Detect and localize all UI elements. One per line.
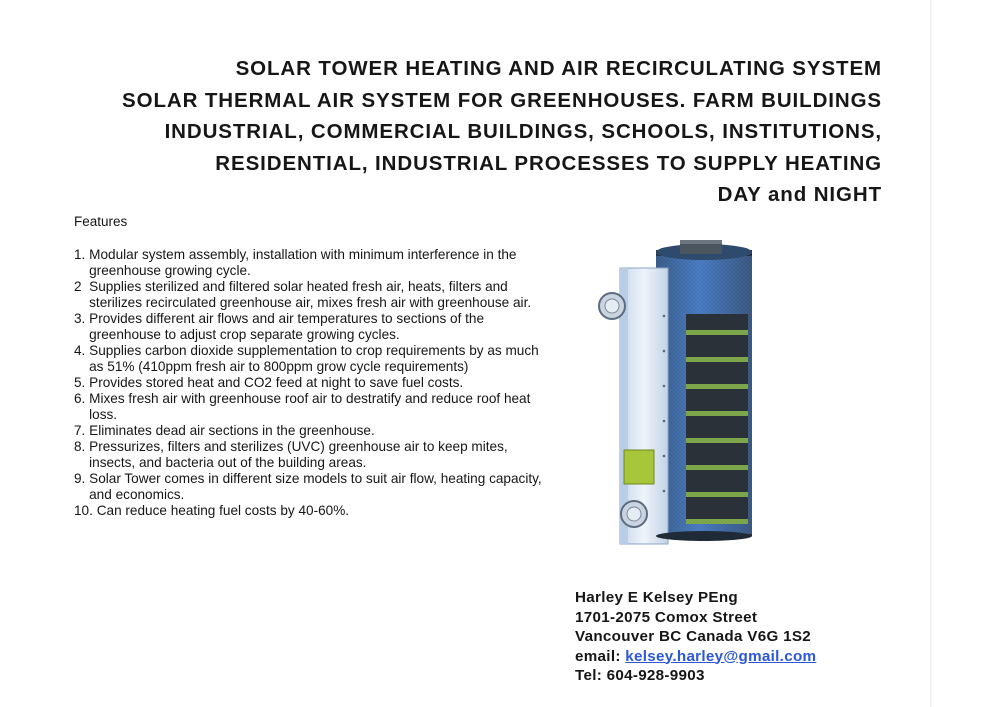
feature-item xyxy=(74,375,544,391)
feature-item xyxy=(74,439,544,471)
document-title xyxy=(20,53,882,211)
contact-email-row xyxy=(575,647,816,667)
feature-item xyxy=(74,471,544,503)
title-line-5: DAY and NIGHT xyxy=(717,183,882,206)
feature-number: 7. xyxy=(74,423,90,438)
feature-text: Mixes fresh air with greenhouse roof air to destratify and reduce roof heat loss. xyxy=(89,391,531,422)
contact-address-line-2: Vancouver BC Canada V6G 1S2 xyxy=(575,628,812,645)
feature-number: 3. xyxy=(74,311,90,326)
feature-text: Supplies carbon dioxide supplementation to crop requirements by as much as 51% (410ppm fresh air to 800ppm grow cycle requirements) xyxy=(89,343,539,374)
title-line-3: INDUSTRIAL, COMMERCIAL BUILDINGS, SCHOOLS, INSTITUTIONS, xyxy=(164,120,882,143)
solar-tower-illustration xyxy=(598,236,758,551)
feature-number: 10. xyxy=(74,503,97,518)
filter-panel xyxy=(624,450,654,484)
feature-text: Eliminates dead air sections in the greenhouse. xyxy=(89,423,375,438)
contact-telephone: Tel: 604-928-9903 xyxy=(575,667,705,684)
feature-text: Can reduce heating fuel costs by 40-60%. xyxy=(96,503,350,518)
feature-number: 4. xyxy=(74,343,90,358)
feature-item xyxy=(74,279,544,311)
tower-bands xyxy=(686,314,748,524)
feature-text: Pressurizes, filters and sterilizes (UVC) greenhouse air to keep mites, insects, and bacteria out of the building areas. xyxy=(89,439,508,470)
feature-number: 9. xyxy=(74,471,90,486)
feature-text: Provides different air flows and air temperatures to sections of the greenhouse to adjust crop separate growing cycles. xyxy=(89,311,485,342)
feature-text: Modular system assembly, installation with minimum interference in the greenhouse growing cycle. xyxy=(89,247,517,278)
features-heading: Features xyxy=(74,214,128,229)
feature-item xyxy=(74,247,544,279)
title-line-4: RESIDENTIAL, INDUSTRIAL PROCESSES TO SUPPLY HEATING xyxy=(215,151,882,175)
email-label: email: xyxy=(575,647,626,665)
contact-address-line-1: 1701-2075 Comox Street xyxy=(575,608,758,626)
feature-item xyxy=(74,343,544,375)
feature-text: Solar Tower comes in different size models to suit air flow, heating capacity, and economics. xyxy=(89,471,542,502)
email-link[interactable]: kelsey.harley@gmail.com xyxy=(625,647,817,665)
upper-pipe-flange xyxy=(599,293,625,319)
contact-name: Harley E Kelsey PEng xyxy=(575,589,739,606)
title-line-1: SOLAR TOWER HEATING AND AIR RECIRCULATING SYSTEM xyxy=(235,57,882,80)
feature-number: 1. xyxy=(74,247,90,262)
feature-number: 8. xyxy=(74,439,90,454)
feature-number: 5. xyxy=(74,375,90,390)
contact-block xyxy=(575,588,816,686)
title-line-2: SOLAR THERMAL AIR SYSTEM FOR GREENHOUSES. FARM BUILDINGS xyxy=(122,88,882,112)
feature-item xyxy=(74,503,544,519)
feature-item xyxy=(74,391,544,423)
feature-item xyxy=(74,423,544,439)
features-list xyxy=(74,247,544,519)
feature-number: 2 xyxy=(74,279,90,294)
page-edge xyxy=(930,0,932,707)
feature-number: 6. xyxy=(74,391,90,406)
lower-pipe-flange xyxy=(621,501,647,527)
feature-text: Provides stored heat and CO2 feed at night to save fuel costs. xyxy=(89,375,464,390)
feature-text: Supplies sterilized and filtered solar heated fresh air, heats, filters and sterilizes recirculated greenhouse air, mixes fresh air with greenhouse air. xyxy=(89,279,532,310)
feature-item xyxy=(74,311,544,343)
